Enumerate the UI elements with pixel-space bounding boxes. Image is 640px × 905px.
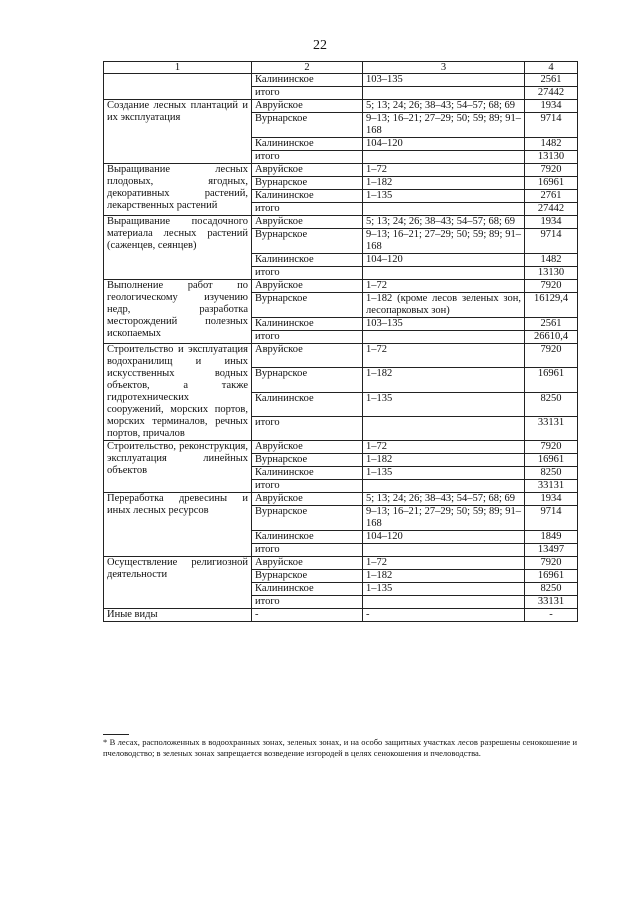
quarter-numbers-cell: 103–135	[363, 318, 525, 331]
quarter-numbers-cell: 1–72	[363, 557, 525, 570]
forestry-cell: итого	[252, 203, 363, 216]
column-header: 3	[363, 62, 525, 74]
area-cell: 2561	[525, 74, 578, 87]
quarter-numbers-cell: 1–72	[363, 164, 525, 177]
forestry-cell: Вурнарское	[252, 454, 363, 467]
forest-use-table	[103, 61, 578, 622]
forestry-cell: Вурнарское	[252, 506, 363, 531]
area-cell: 27442	[525, 87, 578, 100]
quarter-numbers-cell: 1–182	[363, 177, 525, 190]
area-cell: 16961	[525, 177, 578, 190]
table-row	[104, 557, 578, 570]
area-cell: 1482	[525, 138, 578, 151]
area-cell: 1482	[525, 254, 578, 267]
quarter-numbers-cell: 104–120	[363, 531, 525, 544]
activity-type-cell: Осуществление религиозной деятельности	[104, 557, 252, 609]
quarter-numbers-cell: 1–182	[363, 368, 525, 392]
area-cell: 7920	[525, 164, 578, 177]
quarter-numbers-cell: 5; 13; 24; 26; 38–43; 54–57; 68; 69	[363, 493, 525, 506]
forestry-cell: Калининское	[252, 583, 363, 596]
quarter-numbers-cell: 9–13; 16–21; 27–29; 50; 59; 89; 91–168	[363, 113, 525, 138]
quarter-numbers-cell: 9–13; 16–21; 27–29; 50; 59; 89; 91–168	[363, 229, 525, 254]
forestry-cell: Авруйское	[252, 164, 363, 177]
forestry-cell: Авруйское	[252, 441, 363, 454]
forestry-cell: итого	[252, 267, 363, 280]
forestry-cell: Вурнарское	[252, 368, 363, 392]
forestry-cell: Авруйское	[252, 216, 363, 229]
activity-type-cell: Выращивание лесных плодовых, ягодных, декоративных растений, лекарственных растений	[104, 164, 252, 216]
quarter-numbers-cell: 1–135	[363, 467, 525, 480]
quarter-numbers-cell: 9–13; 16–21; 27–29; 50; 59; 89; 91–168	[363, 506, 525, 531]
quarter-numbers-cell: 1–135	[363, 392, 525, 416]
area-cell: 13130	[525, 151, 578, 164]
quarter-numbers-cell	[363, 416, 525, 440]
forestry-cell: итого	[252, 331, 363, 344]
area-cell: -	[525, 609, 578, 622]
forestry-cell: итого	[252, 596, 363, 609]
quarter-numbers-cell: 1–72	[363, 280, 525, 293]
area-cell: 1934	[525, 493, 578, 506]
activity-type-cell: Иные виды	[104, 609, 252, 622]
forestry-cell: Калининское	[252, 467, 363, 480]
quarter-numbers-cell	[363, 544, 525, 557]
forestry-cell: Вурнарское	[252, 293, 363, 318]
forestry-cell: Калининское	[252, 74, 363, 87]
area-cell: 16961	[525, 570, 578, 583]
forestry-cell: Калининское	[252, 138, 363, 151]
footnote-separator	[103, 734, 129, 735]
table-row	[104, 216, 578, 229]
page-number: 22	[313, 38, 327, 53]
table-row	[104, 280, 578, 293]
area-cell: 8250	[525, 583, 578, 596]
quarter-numbers-cell: 1–72	[363, 441, 525, 454]
forestry-cell: итого	[252, 544, 363, 557]
forestry-cell: Вурнарское	[252, 113, 363, 138]
quarter-numbers-cell: 1–135	[363, 583, 525, 596]
forestry-cell: Авруйское	[252, 280, 363, 293]
area-cell: 13497	[525, 544, 578, 557]
table-row	[104, 441, 578, 454]
area-cell: 16961	[525, 368, 578, 392]
area-cell: 1849	[525, 531, 578, 544]
quarter-numbers-cell: 1–135	[363, 190, 525, 203]
table-row	[104, 164, 578, 177]
table-row	[104, 100, 578, 113]
forestry-cell: итого	[252, 151, 363, 164]
table-row	[104, 344, 578, 368]
column-header: 1	[104, 62, 252, 74]
forestry-cell: -	[252, 609, 363, 622]
quarter-numbers-cell	[363, 480, 525, 493]
activity-type-cell: Выращивание посадочного материала лесных растений (саженцев, сеянцев)	[104, 216, 252, 280]
area-cell: 7920	[525, 344, 578, 368]
quarter-numbers-cell: 1–182	[363, 454, 525, 467]
quarter-numbers-cell: 104–120	[363, 138, 525, 151]
activity-type-cell: Строительство и эксплуатация водохранилищ и иных искусственных водных объектов, а также гидротехнических сооружений, морских портов, морских терминалов, речных портов, причалов	[104, 344, 252, 441]
area-cell: 9714	[525, 229, 578, 254]
footnote: * В лесах, расположенных в водоохранных зонах, зеленых зонах, и на особо защитных участках лесов разрешены сенокошение и пчеловодство; в зеленых зонах запрещается возведение изгородей в целях сенокошения и пчеловодства.	[103, 737, 577, 758]
area-cell: 16129,4	[525, 293, 578, 318]
area-cell: 33131	[525, 596, 578, 609]
area-cell: 13130	[525, 267, 578, 280]
forestry-cell: Калининское	[252, 190, 363, 203]
forestry-cell: Калининское	[252, 254, 363, 267]
area-cell: 9714	[525, 506, 578, 531]
area-cell: 2761	[525, 190, 578, 203]
quarter-numbers-cell	[363, 331, 525, 344]
area-cell: 26610,4	[525, 331, 578, 344]
column-header: 4	[525, 62, 578, 74]
quarter-numbers-cell	[363, 151, 525, 164]
quarter-numbers-cell	[363, 267, 525, 280]
area-cell: 8250	[525, 467, 578, 480]
quarter-numbers-cell: 1–182 (кроме лесов зеленых зон, лесопарковых зон)	[363, 293, 525, 318]
forestry-cell: Вурнарское	[252, 177, 363, 190]
table-header-row	[104, 62, 578, 74]
area-cell: 1934	[525, 216, 578, 229]
forestry-cell: Авруйское	[252, 100, 363, 113]
quarter-numbers-cell: 1–182	[363, 570, 525, 583]
forestry-cell: Вурнарское	[252, 229, 363, 254]
area-cell: 9714	[525, 113, 578, 138]
area-cell: 33131	[525, 480, 578, 493]
quarter-numbers-cell	[363, 203, 525, 216]
area-cell: 33131	[525, 416, 578, 440]
forestry-cell: Авруйское	[252, 344, 363, 368]
forestry-cell: Авруйское	[252, 557, 363, 570]
area-cell: 16961	[525, 454, 578, 467]
forestry-cell: итого	[252, 480, 363, 493]
forestry-cell: Вурнарское	[252, 570, 363, 583]
column-header: 2	[252, 62, 363, 74]
area-cell: 8250	[525, 392, 578, 416]
area-cell: 7920	[525, 280, 578, 293]
forestry-cell: итого	[252, 87, 363, 100]
quarter-numbers-cell: 103–135	[363, 74, 525, 87]
activity-type-cell: Переработка древесины и иных лесных ресурсов	[104, 493, 252, 557]
area-cell: 7920	[525, 441, 578, 454]
activity-type-cell: Создание лесных плантаций и их эксплуатация	[104, 100, 252, 164]
quarter-numbers-cell: 5; 13; 24; 26; 38–43; 54–57; 68; 69	[363, 100, 525, 113]
quarter-numbers-cell: -	[363, 609, 525, 622]
area-cell: 27442	[525, 203, 578, 216]
activity-type-cell	[104, 74, 252, 100]
area-cell: 1934	[525, 100, 578, 113]
quarter-numbers-cell	[363, 596, 525, 609]
table-row	[104, 493, 578, 506]
area-cell: 2561	[525, 318, 578, 331]
forestry-cell: Авруйское	[252, 493, 363, 506]
quarter-numbers-cell: 5; 13; 24; 26; 38–43; 54–57; 68; 69	[363, 216, 525, 229]
quarter-numbers-cell	[363, 87, 525, 100]
forestry-cell: Калининское	[252, 531, 363, 544]
area-cell: 7920	[525, 557, 578, 570]
activity-type-cell: Строительство, реконструкция, эксплуатация линейных объектов	[104, 441, 252, 493]
table-row	[104, 74, 578, 87]
activity-type-cell: Выполнение работ по геологическому изучению недр, разработка месторождений полезных ископаемых	[104, 280, 252, 344]
forestry-cell: итого	[252, 416, 363, 440]
forestry-cell: Калининское	[252, 318, 363, 331]
quarter-numbers-cell: 104–120	[363, 254, 525, 267]
table-row	[104, 609, 578, 622]
quarter-numbers-cell: 1–72	[363, 344, 525, 368]
forestry-cell: Калининское	[252, 392, 363, 416]
